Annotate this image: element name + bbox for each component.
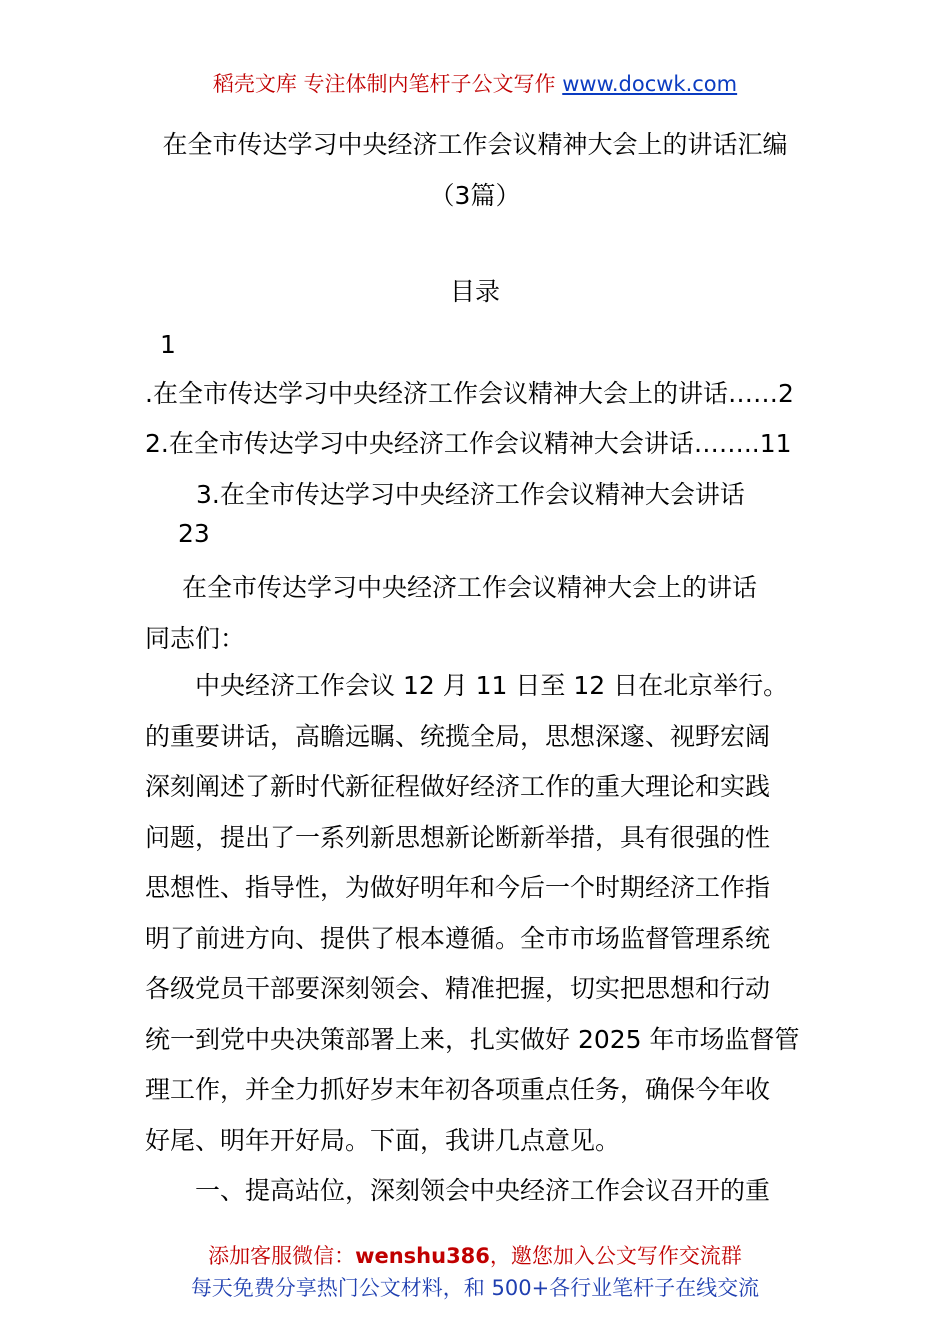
body-line: 的重要讲话，高瞻远瞩、统揽全局，思想深邃、视野宏阔: [145, 721, 771, 751]
footer-wechat-suffix: ，邀您加入公文写作交流群: [489, 1244, 742, 1268]
toc-item-2[interactable]: 2.在全市传达学习中央经济工作会议精神大会讲话……..11: [145, 429, 792, 458]
body-line: 各级党员干部要深刻领会、精准把握，切实把思想和行动: [145, 974, 771, 1003]
section-title: 在全市传达学习中央经济工作会议精神大会上的讲话: [182, 573, 758, 602]
toc-item-3-page[interactable]: 23: [178, 519, 210, 548]
body-line: 深刻阐述了新时代新征程做好经济工作的重大理论和实践: [145, 772, 771, 801]
footer-wechat-id: wenshu386: [355, 1244, 490, 1268]
body-line: 好尾、明年开好局。下面，我讲几点意见。: [145, 1125, 621, 1155]
document-title-count: （3篇）: [429, 181, 521, 210]
body-line: 明了前进方向、提供了根本遵循。全市市场监督管理系统: [145, 923, 771, 953]
body-line: 理工作，并全力抓好岁末年初各项重点任务，确保今年收: [145, 1075, 771, 1104]
toc-item-1[interactable]: .在全市传达学习中央经济工作会议精神大会上的讲话……2: [145, 379, 794, 408]
body-line: 统一到党中央决策部署上来，扎实做好 2025 年市场监督管: [145, 1024, 800, 1054]
salutation: 同志们：: [145, 624, 246, 653]
document-title: 在全市传达学习中央经济工作会议精神大会上的讲话汇编: [162, 130, 788, 159]
toc-item-3[interactable]: 3.在全市传达学习中央经济工作会议精神大会讲话: [196, 480, 745, 509]
toc-heading: 目录: [449, 277, 500, 306]
body-line: 中央经济工作会议 12 月 11 日至 12 日在北京举行。: [195, 671, 789, 700]
body-heading: 一、提高站位，深刻领会中央经济工作会议召开的重: [195, 1176, 771, 1205]
footer-wechat-prefix: 添加客服微信：: [208, 1244, 356, 1268]
footer-wechat-line: [0, 1240, 950, 1270]
header-link[interactable]: www.docwk.com: [562, 72, 738, 96]
body-text: [145, 661, 810, 1217]
toc-item-1-number[interactable]: 1: [160, 330, 176, 359]
footer-share-line: 每天免费分享热门公文材料，和 500+各行业笔杆子在线交流: [190, 1276, 760, 1300]
body-line: 思想性、指导性，为做好明年和今后一个时期经济工作指: [145, 873, 771, 902]
header-text: 稻壳文库 专注体制内笔杆子公文写作: [212, 72, 556, 96]
header-banner: [0, 68, 950, 98]
body-line: 问题，提出了一系列新思想新论断新举措，具有很强的性: [145, 822, 771, 852]
